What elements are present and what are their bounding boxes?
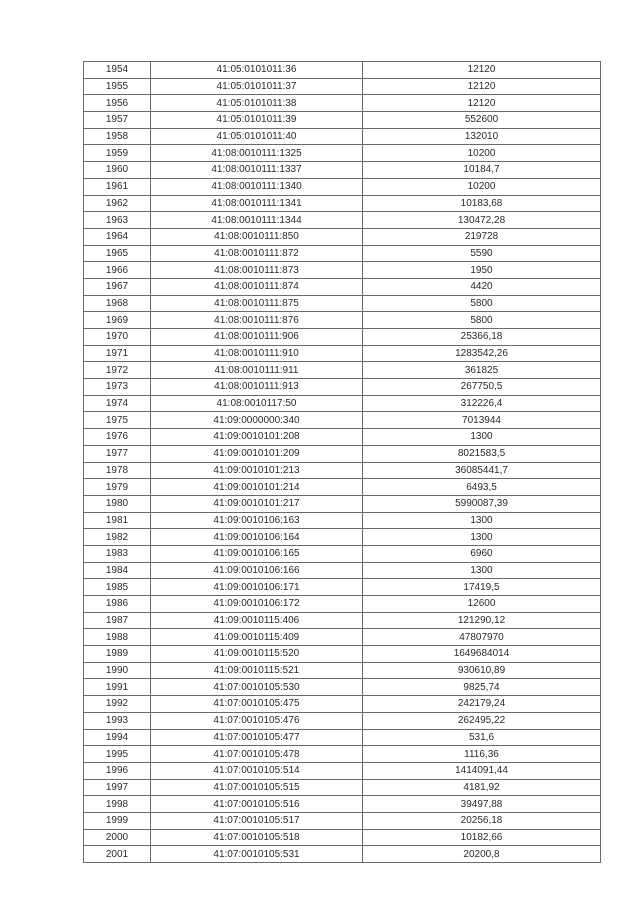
- cadastral-number-cell: 41:05:0101011:40: [151, 128, 363, 145]
- cadastral-number-cell: 41:09:0010101:214: [151, 479, 363, 496]
- row-number-cell: 1980: [84, 495, 151, 512]
- value-cell: 531,6: [363, 729, 601, 746]
- row-number-cell: 1987: [84, 612, 151, 629]
- table-row: [84, 762, 601, 779]
- row-number-cell: 1962: [84, 195, 151, 212]
- value-cell: 5800: [363, 295, 601, 312]
- table-row: [84, 362, 601, 379]
- cadastral-number-cell: 41:08:0010111:910: [151, 345, 363, 362]
- value-cell: 552600: [363, 112, 601, 129]
- cadastral-number-cell: 41:05:0101011:37: [151, 78, 363, 95]
- cadastral-number-cell: 41:09:0010106:165: [151, 545, 363, 562]
- cadastral-number-cell: 41:07:0010105:475: [151, 696, 363, 713]
- cadastral-number-cell: 41:09:0010115:520: [151, 646, 363, 663]
- table-row: [84, 479, 601, 496]
- value-cell: 4420: [363, 278, 601, 295]
- value-cell: 267750,5: [363, 379, 601, 396]
- cadastral-number-cell: 41:09:0010106:166: [151, 562, 363, 579]
- table-row: [84, 796, 601, 813]
- value-cell: 9825,74: [363, 679, 601, 696]
- value-cell: 12600: [363, 596, 601, 613]
- cadastral-number-cell: 41:07:0010105:515: [151, 779, 363, 796]
- row-number-cell: 1968: [84, 295, 151, 312]
- row-number-cell: 1971: [84, 345, 151, 362]
- row-number-cell: 1989: [84, 646, 151, 663]
- table-row: [84, 429, 601, 446]
- row-number-cell: 1988: [84, 629, 151, 646]
- cadastral-number-cell: 41:07:0010105:516: [151, 796, 363, 813]
- table-row: [84, 629, 601, 646]
- table-row: [84, 596, 601, 613]
- cadastral-number-cell: 41:05:0101011:39: [151, 112, 363, 129]
- table-row: [84, 395, 601, 412]
- row-number-cell: 1975: [84, 412, 151, 429]
- row-number-cell: 1955: [84, 78, 151, 95]
- cadastral-number-cell: 41:09:0010101:217: [151, 495, 363, 512]
- cadastral-number-cell: 41:08:0010111:1337: [151, 162, 363, 179]
- cadastral-number-cell: 41:09:0010106:172: [151, 596, 363, 613]
- table-row: [84, 779, 601, 796]
- row-number-cell: 1986: [84, 596, 151, 613]
- row-number-cell: 1985: [84, 579, 151, 596]
- table-row: [84, 462, 601, 479]
- table-row: [84, 545, 601, 562]
- cadastral-number-cell: 41:05:0101011:36: [151, 62, 363, 79]
- value-cell: 12120: [363, 95, 601, 112]
- value-cell: 6960: [363, 545, 601, 562]
- row-number-cell: 1982: [84, 529, 151, 546]
- value-cell: 1116,36: [363, 746, 601, 763]
- table-row: [84, 445, 601, 462]
- table-row: [84, 78, 601, 95]
- row-number-cell: 1995: [84, 746, 151, 763]
- cadastral-number-cell: 41:08:0010117:50: [151, 395, 363, 412]
- cadastral-value-table: [83, 61, 601, 863]
- row-number-cell: 1983: [84, 545, 151, 562]
- value-cell: 1950: [363, 262, 601, 279]
- row-number-cell: 1974: [84, 395, 151, 412]
- value-cell: 121290,12: [363, 612, 601, 629]
- row-number-cell: 1966: [84, 262, 151, 279]
- table-row: [84, 195, 601, 212]
- row-number-cell: 1993: [84, 712, 151, 729]
- value-cell: 8021583,5: [363, 445, 601, 462]
- row-number-cell: 1961: [84, 178, 151, 195]
- row-number-cell: 1984: [84, 562, 151, 579]
- cadastral-number-cell: 41:09:0010106:171: [151, 579, 363, 596]
- value-cell: 47807970: [363, 629, 601, 646]
- table-body: [84, 62, 601, 863]
- cadastral-number-cell: 41:08:0010111:872: [151, 245, 363, 262]
- row-number-cell: 1997: [84, 779, 151, 796]
- row-number-cell: 1967: [84, 278, 151, 295]
- table-row: [84, 295, 601, 312]
- value-cell: 262495,22: [363, 712, 601, 729]
- value-cell: 20256,18: [363, 812, 601, 829]
- cadastral-number-cell: 41:09:0010101:209: [151, 445, 363, 462]
- row-number-cell: 1963: [84, 212, 151, 229]
- value-cell: 1300: [363, 512, 601, 529]
- row-number-cell: 1976: [84, 429, 151, 446]
- row-number-cell: 2000: [84, 829, 151, 846]
- value-cell: 1300: [363, 429, 601, 446]
- row-number-cell: 1981: [84, 512, 151, 529]
- cadastral-number-cell: 41:08:0010111:873: [151, 262, 363, 279]
- table-row: [84, 178, 601, 195]
- row-number-cell: 1957: [84, 112, 151, 129]
- table-row: [84, 829, 601, 846]
- value-cell: 5590: [363, 245, 601, 262]
- row-number-cell: 1954: [84, 62, 151, 79]
- table-row: [84, 679, 601, 696]
- row-number-cell: 1959: [84, 145, 151, 162]
- value-cell: 12120: [363, 62, 601, 79]
- row-number-cell: 1991: [84, 679, 151, 696]
- cadastral-number-cell: 41:08:0010111:1341: [151, 195, 363, 212]
- table-row: [84, 729, 601, 746]
- value-cell: 5990087,39: [363, 495, 601, 512]
- table-row: [84, 846, 601, 863]
- row-number-cell: 1992: [84, 696, 151, 713]
- table-row: [84, 162, 601, 179]
- table-row: [84, 312, 601, 329]
- cadastral-number-cell: 41:08:0010111:1344: [151, 212, 363, 229]
- table-row: [84, 812, 601, 829]
- cadastral-number-cell: 41:08:0010111:874: [151, 278, 363, 295]
- value-cell: 39497,88: [363, 796, 601, 813]
- table-row: [84, 145, 601, 162]
- cadastral-number-cell: 41:07:0010105:476: [151, 712, 363, 729]
- row-number-cell: 1958: [84, 128, 151, 145]
- row-number-cell: 1994: [84, 729, 151, 746]
- row-number-cell: 1990: [84, 662, 151, 679]
- table-row: [84, 646, 601, 663]
- table-row: [84, 228, 601, 245]
- cadastral-number-cell: 41:08:0010111:911: [151, 362, 363, 379]
- table-row: [84, 262, 601, 279]
- row-number-cell: 1996: [84, 762, 151, 779]
- cadastral-number-cell: 41:07:0010105:518: [151, 829, 363, 846]
- value-cell: 312226,4: [363, 395, 601, 412]
- row-number-cell: 1999: [84, 812, 151, 829]
- table-row: [84, 712, 601, 729]
- cadastral-number-cell: 41:09:0010101:208: [151, 429, 363, 446]
- cadastral-number-cell: 41:07:0010105:514: [151, 762, 363, 779]
- table-row: [84, 746, 601, 763]
- row-number-cell: 1956: [84, 95, 151, 112]
- table-row: [84, 379, 601, 396]
- value-cell: 10200: [363, 178, 601, 195]
- table-row: [84, 345, 601, 362]
- cadastral-number-cell: 41:09:0010106:163: [151, 512, 363, 529]
- table-row: [84, 612, 601, 629]
- cadastral-number-cell: 41:07:0010105:477: [151, 729, 363, 746]
- cadastral-number-cell: 41:08:0010111:906: [151, 329, 363, 346]
- value-cell: 132010: [363, 128, 601, 145]
- value-cell: 1300: [363, 529, 601, 546]
- table-row: [84, 245, 601, 262]
- value-cell: 361825: [363, 362, 601, 379]
- value-cell: 10183,68: [363, 195, 601, 212]
- table-row: [84, 329, 601, 346]
- cadastral-number-cell: 41:09:0010115:409: [151, 629, 363, 646]
- cadastral-number-cell: 41:08:0010111:1325: [151, 145, 363, 162]
- value-cell: 219728: [363, 228, 601, 245]
- cadastral-number-cell: 41:08:0010111:876: [151, 312, 363, 329]
- table-row: [84, 579, 601, 596]
- value-cell: 6493,5: [363, 479, 601, 496]
- table-row: [84, 95, 601, 112]
- table-row: [84, 696, 601, 713]
- row-number-cell: 1965: [84, 245, 151, 262]
- value-cell: 36085441,7: [363, 462, 601, 479]
- cadastral-number-cell: 41:05:0101011:38: [151, 95, 363, 112]
- table-row: [84, 62, 601, 79]
- value-cell: 10184,7: [363, 162, 601, 179]
- value-cell: 1649684014: [363, 646, 601, 663]
- value-cell: 20200,8: [363, 846, 601, 863]
- row-number-cell: 1973: [84, 379, 151, 396]
- value-cell: 10200: [363, 145, 601, 162]
- cadastral-number-cell: 41:09:0010106:164: [151, 529, 363, 546]
- cadastral-number-cell: 41:09:0010115:406: [151, 612, 363, 629]
- row-number-cell: 1964: [84, 228, 151, 245]
- row-number-cell: 1998: [84, 796, 151, 813]
- table-row: [84, 112, 601, 129]
- cadastral-number-cell: 41:07:0010105:530: [151, 679, 363, 696]
- cadastral-number-cell: 41:09:0010115:521: [151, 662, 363, 679]
- row-number-cell: 1970: [84, 329, 151, 346]
- row-number-cell: 1977: [84, 445, 151, 462]
- row-number-cell: 1960: [84, 162, 151, 179]
- value-cell: 17419,5: [363, 579, 601, 596]
- value-cell: 10182,66: [363, 829, 601, 846]
- table-row: [84, 212, 601, 229]
- table-row: [84, 562, 601, 579]
- cadastral-number-cell: 41:07:0010105:517: [151, 812, 363, 829]
- table-row: [84, 278, 601, 295]
- value-cell: 930610,89: [363, 662, 601, 679]
- value-cell: 130472,28: [363, 212, 601, 229]
- value-cell: 1414091,44: [363, 762, 601, 779]
- cadastral-number-cell: 41:08:0010111:850: [151, 228, 363, 245]
- value-cell: 25366,18: [363, 329, 601, 346]
- value-cell: 1300: [363, 562, 601, 579]
- cadastral-number-cell: 41:09:0010101:213: [151, 462, 363, 479]
- cadastral-number-cell: 41:07:0010105:531: [151, 846, 363, 863]
- value-cell: 1283542,26: [363, 345, 601, 362]
- cadastral-number-cell: 41:08:0010111:875: [151, 295, 363, 312]
- row-number-cell: 1972: [84, 362, 151, 379]
- table-row: [84, 128, 601, 145]
- table-row: [84, 495, 601, 512]
- table-row: [84, 512, 601, 529]
- value-cell: 5800: [363, 312, 601, 329]
- row-number-cell: 1979: [84, 479, 151, 496]
- table-row: [84, 662, 601, 679]
- value-cell: 4181,92: [363, 779, 601, 796]
- row-number-cell: 2001: [84, 846, 151, 863]
- value-cell: 7013944: [363, 412, 601, 429]
- row-number-cell: 1978: [84, 462, 151, 479]
- value-cell: 242179,24: [363, 696, 601, 713]
- cadastral-number-cell: 41:07:0010105:478: [151, 746, 363, 763]
- cadastral-number-cell: 41:09:0000000:340: [151, 412, 363, 429]
- table-row: [84, 529, 601, 546]
- cadastral-number-cell: 41:08:0010111:1340: [151, 178, 363, 195]
- value-cell: 12120: [363, 78, 601, 95]
- table-row: [84, 412, 601, 429]
- cadastral-number-cell: 41:08:0010111:913: [151, 379, 363, 396]
- row-number-cell: 1969: [84, 312, 151, 329]
